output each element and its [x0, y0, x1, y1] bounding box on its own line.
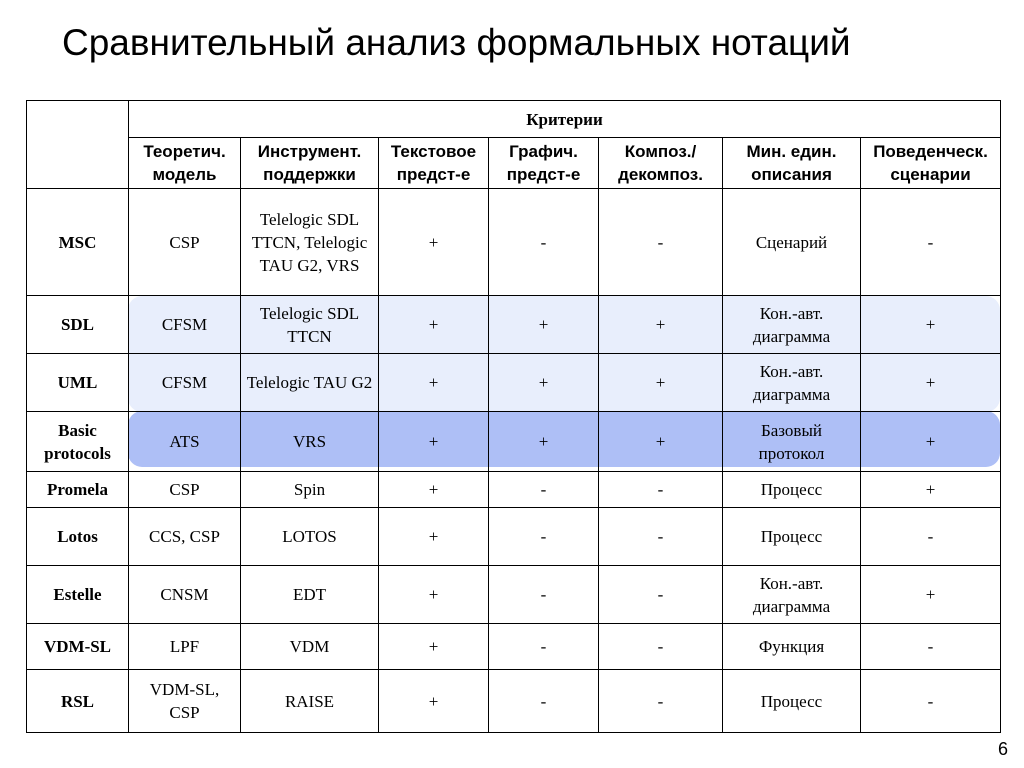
cell: + — [379, 670, 489, 733]
cell: + — [861, 566, 1001, 624]
cell: LOTOS — [241, 508, 379, 566]
cell: + — [599, 412, 723, 472]
cell: - — [599, 566, 723, 624]
page-number: 6 — [997, 739, 1008, 759]
cell: CFSM — [129, 354, 241, 412]
cell: - — [599, 624, 723, 670]
cell: + — [861, 472, 1001, 508]
cell: + — [489, 296, 599, 354]
column-header: Графич. предст-е — [489, 138, 599, 189]
cell: Кон.-авт. диаграмма — [723, 566, 861, 624]
cell: - — [489, 670, 599, 733]
row-name: SDL — [27, 296, 129, 354]
cell: Сценарий — [723, 189, 861, 296]
cell: VDM — [241, 624, 379, 670]
cell: + — [379, 189, 489, 296]
cell: + — [379, 296, 489, 354]
column-header: Теоретич. модель — [129, 138, 241, 189]
cell: + — [379, 412, 489, 472]
cell: - — [599, 670, 723, 733]
column-header: Композ./ декомпоз. — [599, 138, 723, 189]
cell: RAISE — [241, 670, 379, 733]
cell: - — [489, 624, 599, 670]
cell: CNSM — [129, 566, 241, 624]
column-header: Поведенческ. сценарии — [861, 138, 1001, 189]
cell: CSP — [129, 189, 241, 296]
column-header: Мин. един. описания — [723, 138, 861, 189]
cell: - — [861, 624, 1001, 670]
cell: + — [379, 624, 489, 670]
table-row — [27, 670, 1001, 733]
criteria-header: Критерии — [129, 101, 1001, 138]
cell: + — [599, 354, 723, 412]
cell: Процесс — [723, 508, 861, 566]
cell: Процесс — [723, 472, 861, 508]
cell: VRS — [241, 412, 379, 472]
table-row — [27, 189, 1001, 296]
row-name: MSC — [27, 189, 129, 296]
cell: Telelogic SDL TTCN, Telelogic TAU G2, VRS — [241, 189, 379, 296]
table-row — [27, 296, 1001, 354]
row-name: UML — [27, 354, 129, 412]
cell: + — [599, 296, 723, 354]
cell: EDT — [241, 566, 379, 624]
cell: VDM-SL, CSP — [129, 670, 241, 733]
table-row — [27, 508, 1001, 566]
cell: + — [379, 566, 489, 624]
cell: CFSM — [129, 296, 241, 354]
corner-cell — [27, 101, 129, 189]
cell: + — [861, 296, 1001, 354]
comparison-table — [26, 100, 1001, 733]
table-row — [27, 624, 1001, 670]
cell: Кон.-авт. диаграмма — [723, 354, 861, 412]
table-row — [27, 412, 1001, 472]
row-name: RSL — [27, 670, 129, 733]
column-header: Инструмент. поддержки — [241, 138, 379, 189]
cell: + — [379, 508, 489, 566]
row-name: Estelle — [27, 566, 129, 624]
cell: Spin — [241, 472, 379, 508]
cell: - — [599, 472, 723, 508]
cell: Базовый протокол — [723, 412, 861, 472]
cell: - — [489, 189, 599, 296]
cell: Telelogic TAU G2 — [241, 354, 379, 412]
cell: Функция — [723, 624, 861, 670]
cell: Telelogic SDL TTCN — [241, 296, 379, 354]
cell: ATS — [129, 412, 241, 472]
cell: CSP — [129, 472, 241, 508]
cell: Кон.-авт. диаграмма — [723, 296, 861, 354]
cell: - — [861, 670, 1001, 733]
cell: - — [599, 508, 723, 566]
column-header: Текстовое предст-е — [379, 138, 489, 189]
cell: Процесс — [723, 670, 861, 733]
row-name: Promela — [27, 472, 129, 508]
cell: - — [489, 508, 599, 566]
cell: CCS, CSP — [129, 508, 241, 566]
cell: - — [489, 566, 599, 624]
cell: - — [599, 189, 723, 296]
cell: + — [489, 354, 599, 412]
table-row — [27, 472, 1001, 508]
table-row — [27, 566, 1001, 624]
row-name: Basic protocols — [27, 412, 129, 472]
cell: - — [861, 508, 1001, 566]
cell: + — [379, 472, 489, 508]
table-row — [27, 354, 1001, 412]
cell: + — [489, 412, 599, 472]
cell: - — [489, 472, 599, 508]
cell: + — [861, 354, 1001, 412]
slide-title: Сравнительный анализ формальных нотаций — [62, 22, 851, 63]
row-name: Lotos — [27, 508, 129, 566]
cell: LPF — [129, 624, 241, 670]
cell: + — [861, 412, 1001, 472]
row-name: VDM-SL — [27, 624, 129, 670]
cell: - — [861, 189, 1001, 296]
cell: + — [379, 354, 489, 412]
